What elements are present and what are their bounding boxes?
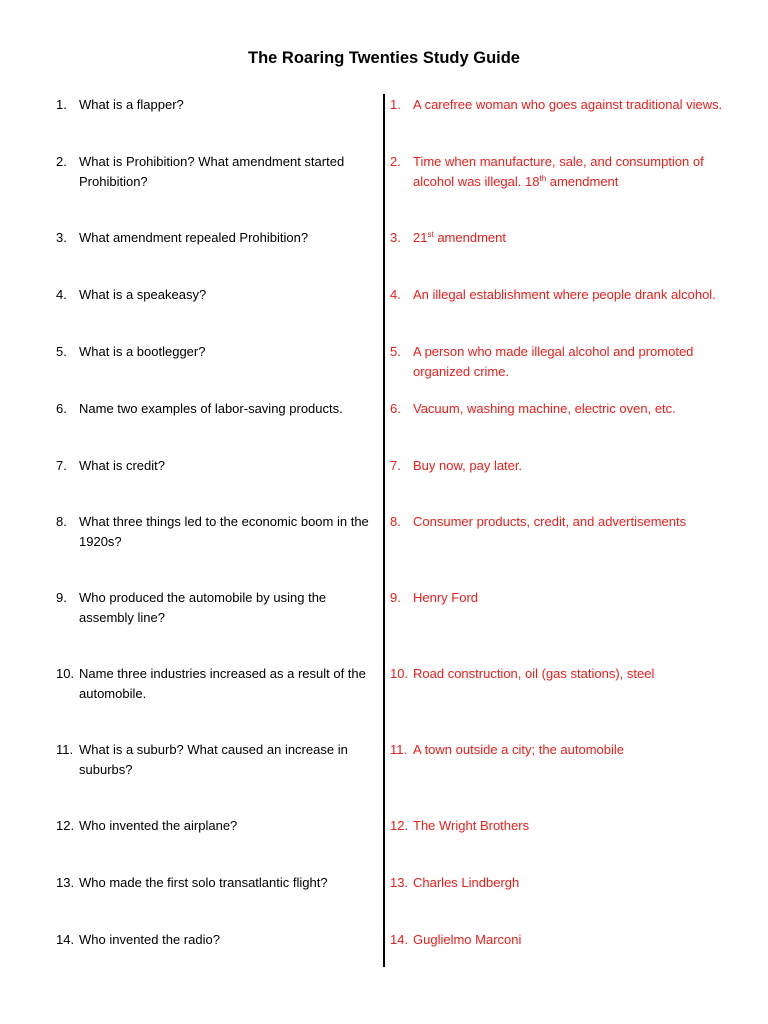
answer-3 (390, 228, 730, 248)
answer-number: 12. (390, 818, 409, 833)
question-number: 5. (56, 344, 67, 359)
answer-text: Buy now, pay later. (413, 458, 523, 473)
answer-text-end: amendment (433, 230, 506, 245)
answer-number: 2. (390, 154, 401, 169)
answer-number: 1. (390, 97, 401, 112)
answer-text: An illegal establishment where people drank alcohol. (413, 287, 716, 302)
answer-2 (390, 152, 730, 191)
answer-13 (390, 873, 730, 893)
answer-number: 9. (390, 590, 401, 605)
answer-8 (390, 512, 730, 532)
answer-text: Road construction, oil (gas stations), steel (413, 666, 655, 681)
answer-14 (390, 930, 730, 950)
page-title: The Roaring Twenties Study Guide (248, 49, 520, 67)
question-14 (56, 930, 376, 950)
question-number: 1. (56, 97, 67, 112)
answer-number: 11. (390, 742, 408, 757)
column-divider (383, 94, 385, 967)
answer-text: A person who made illegal alcohol and promoted organized crime. (413, 344, 694, 379)
question-number: 10. (56, 666, 75, 681)
question-number: 8. (56, 514, 67, 529)
answer-text-main: Time when manufacture, sale, and consumption of alcohol was illegal. 18 (413, 154, 704, 189)
question-text: Who made the first solo transatlantic flight? (79, 875, 328, 890)
question-text: Name three industries increased as a result of the automobile. (79, 666, 366, 701)
question-text: What is a suburb? What caused an increase in suburbs? (79, 742, 348, 777)
question-text: Name two examples of labor-saving products. (79, 401, 343, 416)
answer-12 (390, 816, 730, 836)
question-9 (56, 588, 376, 627)
answer-number: 14. (390, 932, 409, 947)
answer-text: Henry Ford (413, 590, 479, 605)
question-number: 7. (56, 458, 67, 473)
answer-number: 7. (390, 458, 401, 473)
question-text: What is Prohibition? What amendment started Prohibition? (79, 154, 345, 189)
answer-number: 3. (390, 230, 401, 245)
question-text: What is credit? (79, 458, 165, 473)
question-text: What amendment repealed Prohibition? (79, 230, 309, 245)
answer-number: 5. (390, 344, 401, 359)
question-number: 4. (56, 287, 67, 302)
answer-text: A carefree woman who goes against traditional views. (413, 97, 723, 112)
question-7 (56, 456, 376, 476)
question-number: 12. (56, 818, 75, 833)
answer-text: The Wright Brothers (413, 818, 530, 833)
question-text: What is a flapper? (79, 97, 184, 112)
question-number: 6. (56, 401, 67, 416)
question-10 (56, 664, 376, 703)
question-8 (56, 512, 376, 551)
question-number: 3. (56, 230, 67, 245)
answer-7 (390, 456, 730, 476)
answer-11 (390, 740, 730, 760)
question-text: Who invented the radio? (79, 932, 220, 947)
answer-10 (390, 664, 730, 684)
question-number: 13. (56, 875, 75, 890)
answer-4 (390, 285, 730, 305)
question-text: What three things led to the economic boom in the 1920s? (79, 514, 369, 549)
question-text: Who invented the airplane? (79, 818, 238, 833)
question-number: 9. (56, 590, 67, 605)
question-5 (56, 342, 376, 362)
question-text: What is a speakeasy? (79, 287, 207, 302)
question-4 (56, 285, 376, 305)
answer-text: Vacuum, washing machine, electric oven, etc. (413, 401, 676, 416)
answer-5 (390, 342, 730, 381)
question-2 (56, 152, 376, 191)
question-number: 11. (56, 742, 74, 757)
question-11 (56, 740, 376, 779)
question-13 (56, 873, 376, 893)
answer-text-end: amendment (546, 173, 619, 189)
answer-9 (390, 588, 730, 608)
answer-text (413, 152, 730, 191)
question-text: Who produced the automobile by using the assembly line? (79, 590, 327, 625)
answer-text-main: 21 (413, 230, 428, 245)
answer-number: 10. (390, 666, 409, 681)
answer-6 (390, 399, 730, 419)
ordinal-suffix: th (539, 173, 547, 183)
answer-text (413, 228, 730, 248)
question-3 (56, 228, 376, 248)
answer-text: Guglielmo Marconi (413, 932, 522, 947)
answer-text: A town outside a city; the automobile (413, 742, 625, 757)
answer-text: Charles Lindbergh (413, 875, 520, 890)
ordinal-suffix: st (427, 230, 434, 239)
answer-1 (390, 95, 730, 115)
question-6 (56, 399, 376, 419)
question-1 (56, 95, 376, 115)
question-12 (56, 816, 376, 836)
question-text: What is a bootlegger? (79, 344, 206, 359)
answer-number: 13. (390, 875, 409, 890)
answer-number: 4. (390, 287, 401, 302)
answer-number: 6. (390, 401, 401, 416)
answer-number: 8. (390, 514, 401, 529)
question-number: 2. (56, 154, 67, 169)
answer-text: Consumer products, credit, and advertisements (413, 514, 687, 529)
question-number: 14. (56, 932, 75, 947)
